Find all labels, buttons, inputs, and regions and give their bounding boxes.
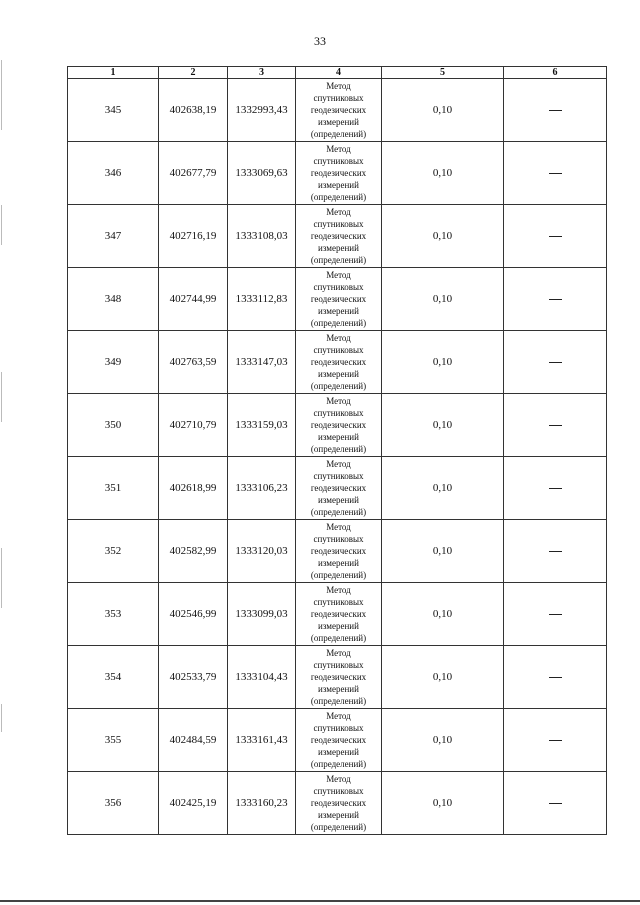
method-line: (определений) [310, 381, 367, 391]
x-coordinate-cell: 402677,79 [159, 142, 228, 205]
accuracy-cell: 0,10 [382, 457, 504, 520]
method-line: измерений [318, 117, 359, 127]
method-cell [296, 709, 382, 772]
point-number-cell: 353 [68, 583, 159, 646]
method-line: геодезических [310, 672, 367, 682]
column-header: 5 [382, 67, 504, 79]
accuracy-cell: 0,10 [382, 268, 504, 331]
point-number-cell: 346 [68, 142, 159, 205]
method-line: Метод [326, 333, 351, 343]
method-line: (определений) [310, 822, 367, 832]
accuracy-cell: 0,10 [382, 583, 504, 646]
point-number-cell: 351 [68, 457, 159, 520]
method-line: Метод [326, 207, 351, 217]
point-number-cell: 352 [68, 520, 159, 583]
method-line: геодезических [310, 168, 367, 178]
column-header: 6 [504, 67, 607, 79]
y-coordinate-cell: 1333160,23 [228, 772, 296, 835]
method-line: спутниковых [313, 471, 364, 481]
table-row [68, 205, 607, 268]
x-coordinate-cell: 402582,99 [159, 520, 228, 583]
dash-mark [549, 173, 562, 174]
table-row [68, 142, 607, 205]
y-coordinate-cell: 1333112,83 [228, 268, 296, 331]
x-coordinate-cell: 402710,79 [159, 394, 228, 457]
method-line: геодезических [310, 483, 367, 493]
point-number-cell: 348 [68, 268, 159, 331]
y-coordinate-cell: 1333104,43 [228, 646, 296, 709]
accuracy-cell: 0,10 [382, 79, 504, 142]
method-cell [296, 331, 382, 394]
method-line: спутниковых [313, 408, 364, 418]
x-coordinate-cell: 402763,59 [159, 331, 228, 394]
method-cell [296, 79, 382, 142]
method-line: Метод [326, 270, 351, 280]
column-header: 2 [159, 67, 228, 79]
method-cell [296, 646, 382, 709]
method-line: Метод [326, 522, 351, 532]
y-coordinate-cell: 1333069,63 [228, 142, 296, 205]
method-line: Метод [326, 144, 351, 154]
description-cell [504, 268, 607, 331]
dash-mark [549, 677, 562, 678]
table-row [68, 583, 607, 646]
description-cell [504, 772, 607, 835]
method-line: геодезических [310, 294, 367, 304]
method-line: геодезических [310, 357, 367, 367]
method-line: спутниковых [313, 282, 364, 292]
method-line: измерений [318, 306, 359, 316]
method-line: (определений) [310, 507, 367, 517]
x-coordinate-cell: 402716,19 [159, 205, 228, 268]
x-coordinate-cell: 402744,99 [159, 268, 228, 331]
point-number-cell: 345 [68, 79, 159, 142]
x-coordinate-cell: 402484,59 [159, 709, 228, 772]
method-line: (определений) [310, 192, 367, 202]
method-line: спутниковых [313, 660, 364, 670]
method-line: геодезических [310, 546, 367, 556]
y-coordinate-cell: 1332993,43 [228, 79, 296, 142]
method-line: измерений [318, 558, 359, 568]
method-line: геодезических [310, 609, 367, 619]
y-coordinate-cell: 1333108,03 [228, 205, 296, 268]
method-line: геодезических [310, 798, 367, 808]
method-line: геодезических [310, 105, 367, 115]
point-number-cell: 349 [68, 331, 159, 394]
description-cell [504, 331, 607, 394]
method-cell [296, 268, 382, 331]
dash-mark [549, 488, 562, 489]
method-line: Метод [326, 648, 351, 658]
method-line: спутниковых [313, 345, 364, 355]
table-row [68, 772, 607, 835]
method-line: Метод [326, 81, 351, 91]
method-line: геодезических [310, 420, 367, 430]
description-cell [504, 520, 607, 583]
point-number-cell: 350 [68, 394, 159, 457]
dash-mark [549, 425, 562, 426]
dash-mark [549, 236, 562, 237]
method-cell [296, 583, 382, 646]
method-cell [296, 520, 382, 583]
accuracy-cell: 0,10 [382, 772, 504, 835]
x-coordinate-cell: 402638,19 [159, 79, 228, 142]
method-line: измерений [318, 621, 359, 631]
method-cell [296, 772, 382, 835]
description-cell [504, 457, 607, 520]
dash-mark [549, 803, 562, 804]
method-line: спутниковых [313, 597, 364, 607]
method-cell [296, 457, 382, 520]
method-line: (определений) [310, 318, 367, 328]
table-row [68, 268, 607, 331]
description-cell [504, 205, 607, 268]
method-line: Метод [326, 774, 351, 784]
method-cell [296, 205, 382, 268]
page-number: 33 [314, 34, 326, 48]
scan-left-edge [0, 0, 3, 905]
dash-mark [549, 299, 562, 300]
description-cell [504, 709, 607, 772]
x-coordinate-cell: 402618,99 [159, 457, 228, 520]
x-coordinate-cell: 402425,19 [159, 772, 228, 835]
accuracy-cell: 0,10 [382, 520, 504, 583]
method-line: геодезических [310, 231, 367, 241]
table-row [68, 646, 607, 709]
method-line: измерений [318, 369, 359, 379]
description-cell [504, 583, 607, 646]
scan-bottom-edge [0, 900, 640, 902]
method-line: измерений [318, 180, 359, 190]
y-coordinate-cell: 1333161,43 [228, 709, 296, 772]
method-line: (определений) [310, 570, 367, 580]
point-number-cell: 356 [68, 772, 159, 835]
method-line: Метод [326, 396, 351, 406]
method-line: измерений [318, 243, 359, 253]
y-coordinate-cell: 1333106,23 [228, 457, 296, 520]
method-line: (определений) [310, 255, 367, 265]
method-line: измерений [318, 747, 359, 757]
method-line: измерений [318, 810, 359, 820]
method-line: Метод [326, 585, 351, 595]
dash-mark [549, 551, 562, 552]
y-coordinate-cell: 1333099,03 [228, 583, 296, 646]
accuracy-cell: 0,10 [382, 142, 504, 205]
table-body [68, 79, 607, 835]
method-line: спутниковых [313, 534, 364, 544]
column-header: 1 [68, 67, 159, 79]
method-line: спутниковых [313, 156, 364, 166]
accuracy-cell: 0,10 [382, 331, 504, 394]
accuracy-cell: 0,10 [382, 394, 504, 457]
x-coordinate-cell: 402546,99 [159, 583, 228, 646]
method-line: спутниковых [313, 93, 364, 103]
table-row [68, 331, 607, 394]
accuracy-cell: 0,10 [382, 709, 504, 772]
method-line: Метод [326, 711, 351, 721]
table-row [68, 520, 607, 583]
accuracy-cell: 0,10 [382, 205, 504, 268]
description-cell [504, 142, 607, 205]
table-header-row [68, 67, 607, 79]
table-row [68, 709, 607, 772]
description-cell [504, 79, 607, 142]
y-coordinate-cell: 1333147,03 [228, 331, 296, 394]
method-line: спутниковых [313, 786, 364, 796]
coordinates-table [67, 66, 607, 835]
dash-mark [549, 740, 562, 741]
table-row [68, 457, 607, 520]
description-cell [504, 394, 607, 457]
method-line: геодезических [310, 735, 367, 745]
method-cell [296, 394, 382, 457]
column-header: 3 [228, 67, 296, 79]
method-line: (определений) [310, 696, 367, 706]
point-number-cell: 347 [68, 205, 159, 268]
method-line: (определений) [310, 129, 367, 139]
y-coordinate-cell: 1333159,03 [228, 394, 296, 457]
method-line: измерений [318, 432, 359, 442]
table-row [68, 394, 607, 457]
method-line: спутниковых [313, 723, 364, 733]
method-line: измерений [318, 684, 359, 694]
method-line: (определений) [310, 633, 367, 643]
method-line: Метод [326, 459, 351, 469]
method-line: измерений [318, 495, 359, 505]
dash-mark [549, 614, 562, 615]
table-row [68, 79, 607, 142]
method-line: (определений) [310, 444, 367, 454]
description-cell [504, 646, 607, 709]
method-line: спутниковых [313, 219, 364, 229]
accuracy-cell: 0,10 [382, 646, 504, 709]
point-number-cell: 355 [68, 709, 159, 772]
method-line: (определений) [310, 759, 367, 769]
x-coordinate-cell: 402533,79 [159, 646, 228, 709]
dash-mark [549, 362, 562, 363]
dash-mark [549, 110, 562, 111]
point-number-cell: 354 [68, 646, 159, 709]
column-header: 4 [296, 67, 382, 79]
method-cell [296, 142, 382, 205]
y-coordinate-cell: 1333120,03 [228, 520, 296, 583]
